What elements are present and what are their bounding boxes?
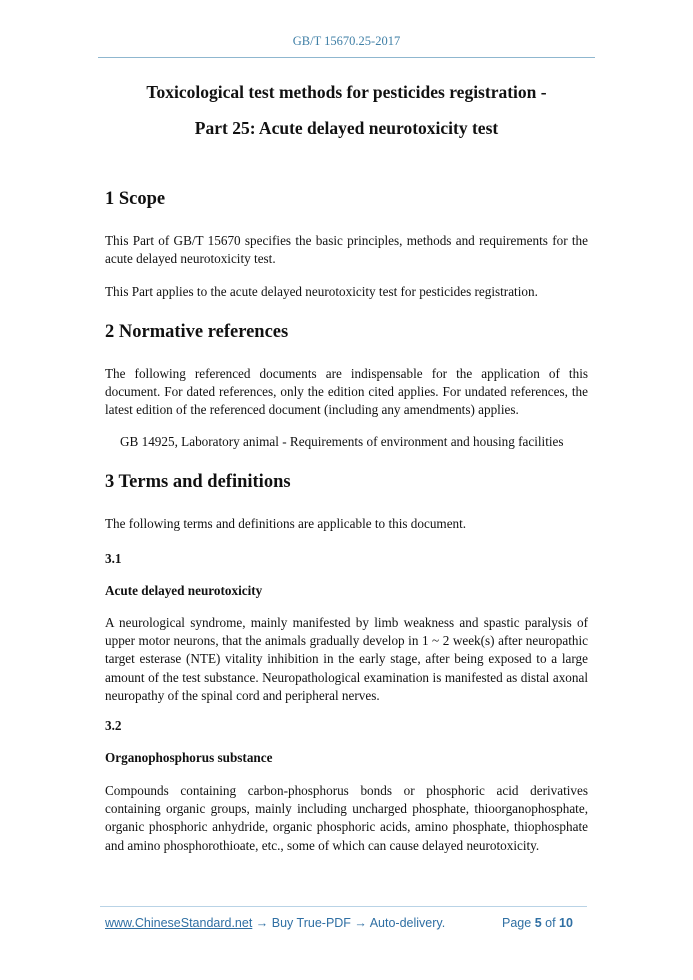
document-id-header: GB/T 15670.25-2017 bbox=[292, 34, 401, 48]
reference-item: GB 14925, Laboratory animal - Requirements of environment and housing facilities bbox=[120, 434, 564, 449]
paragraph: This Part applies to the acute delayed neurotoxicity test for pesticides registration. bbox=[105, 284, 538, 299]
page-total: 10 bbox=[559, 916, 573, 930]
term-number: 3.2 bbox=[105, 718, 122, 733]
page-indicator bbox=[502, 916, 573, 930]
header-divider bbox=[98, 57, 595, 58]
footer-divider bbox=[100, 906, 587, 907]
paragraph: This Part of GB/T 15670 specifies the basic principles, methods and requirements for the acute delayed neurotoxicity test. bbox=[105, 233, 588, 267]
heading-normative-references: 2 Normative references bbox=[105, 322, 289, 342]
term-definition: A neurological syndrome, mainly manifested by limb weakness and spastic paralysis of upper motor neurons, that the animals gradually develop in 1 ~ 2 week(s) after neuropathic target esterase (NTE) vitality inhibition in the early stage, after being exposed to a large amount of the test substance. Neuropathological examination is manifested as distal axonal neuropathy of the spinal cord and peripheral nerves. bbox=[105, 615, 588, 703]
term-definition: Compounds containing carbon-phosphorus bonds or phosphoric acid derivatives containing organic groups, mainly including uncharged phosphate, thioorganophosphate, organic phosphoric anhydride, organic phosphoric acids, amino phosphate, thiophosphate and amino phosphorothioate, etc., some of which can cause delayed neurotoxicity. bbox=[105, 783, 588, 853]
footer-promo bbox=[105, 916, 445, 930]
paragraph: The following referenced documents are indispensable for the application of this document. For dated references, only the edition cited applies. For undated references, the latest edition of the referenced document (including any amendments) applies. bbox=[105, 366, 588, 418]
page-label: Page bbox=[502, 916, 532, 930]
paragraph: The following terms and definitions are applicable to this document. bbox=[105, 516, 467, 531]
website-link[interactable]: www.ChineseStandard.net bbox=[105, 916, 253, 930]
title-line-1: Toxicological test methods for pesticides registration - bbox=[146, 82, 547, 102]
page-of: of bbox=[545, 916, 556, 930]
term-name: Acute delayed neurotoxicity bbox=[105, 583, 263, 598]
footer-promo-text: → Buy True-PDF → Auto-delivery. bbox=[252, 916, 446, 930]
page-number: 5 bbox=[534, 916, 542, 930]
title-line-2: Part 25: Acute delayed neurotoxicity test bbox=[194, 118, 499, 138]
heading-terms-definitions: 3 Terms and definitions bbox=[105, 472, 291, 492]
term-number: 3.1 bbox=[105, 551, 122, 566]
term-name: Organophosphorus substance bbox=[105, 750, 273, 765]
heading-scope: 1 Scope bbox=[105, 189, 166, 209]
